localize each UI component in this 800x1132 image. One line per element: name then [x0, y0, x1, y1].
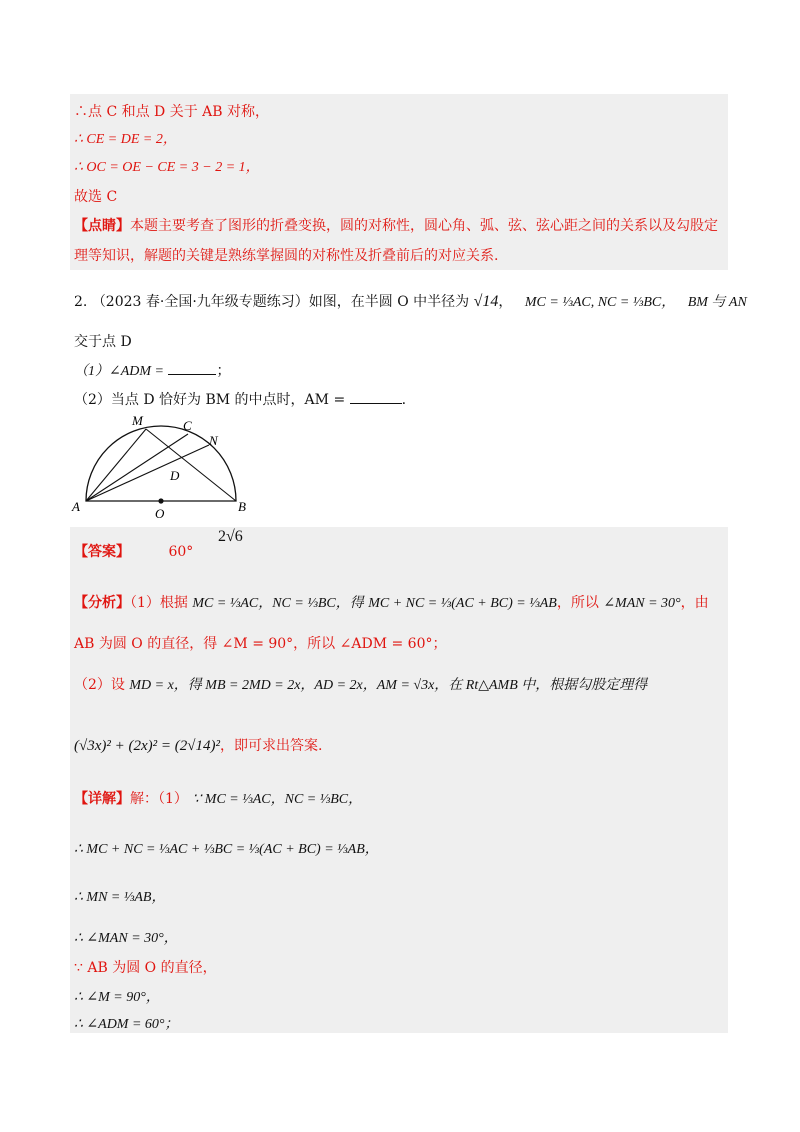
analysis-line-3 [74, 674, 647, 694]
analysis-line-1 [74, 592, 709, 612]
question-2-stem-cont: 交于点 D [74, 334, 132, 350]
comment-line-2: 理等知识，解题的关键是熟练掌握圆的对称性及折叠前后的对应关系. [74, 248, 499, 264]
detail-line-1 [74, 788, 362, 808]
chord-AN [86, 445, 209, 501]
arc-condition: MC = ⅓AC, NC = ⅓BC， [524, 295, 676, 310]
analysis-eq-3: ∠MAN = 30° [603, 596, 681, 611]
analysis-1-end: ，由 [680, 595, 709, 611]
label-N: N [209, 433, 218, 448]
sub-question-1-end: ； [216, 363, 231, 379]
detail-line-3: ∴ MN = ⅓AB， [74, 890, 166, 905]
analysis-1-pre: （1）根据 [130, 595, 188, 611]
question-2-stem: 2. （2023 春·全国·九年级专题练习）如图，在半圆 O 中半径为 √14， MC = ⅓AC, NC = ⅓BC， BM 与 AN [74, 293, 747, 310]
label-D: D [170, 468, 180, 483]
center-O-point [158, 498, 163, 503]
sub-question-2-text: （2）当点 D 恰好为 BM 的中点时，AM = [74, 392, 346, 408]
analysis-3-pre: （2）设 [74, 677, 125, 693]
detail-line-7: ∴ ∠ADM = 60°； [74, 1017, 179, 1032]
prev-line-3: ∴ OC = OE − CE = 3 − 2 = 1， [74, 160, 260, 175]
comment-line-1 [74, 215, 718, 235]
answer-blank-2[interactable] [350, 403, 402, 404]
detail-eq-1: ∵ MC = ⅓AC，NC = ⅓BC， [192, 792, 363, 807]
question-stem-1: 如图，在半圆 O 中半径为 [308, 294, 470, 310]
label-B: B [238, 499, 246, 514]
semicircle-figure [66, 408, 266, 523]
detail-line-5: ∵ AB 为圆 O 的直径， [74, 960, 217, 976]
detail-1-pre: 解：（1） [130, 791, 188, 807]
answer-value-1: 60° [168, 544, 194, 560]
sub-question-2 [74, 389, 406, 409]
question-source: （2023 春·全国·九年级专题练习） [91, 294, 309, 310]
sub-question-1 [74, 360, 230, 380]
label-M: M [132, 413, 143, 428]
comment-label: 【点睛】 [74, 218, 130, 234]
analysis-eq-4: MD = x，得 MB = 2MD = 2x，AD = 2x，AM = √3x，在 Rt△AMB 中，根据勾股定理得 [129, 678, 648, 693]
label-O: O [155, 506, 165, 521]
detail-line-2: ∴ MC + NC = ⅓AC + ⅓BC = ⅓(AC + BC) = ⅓AB， [74, 842, 379, 857]
detail-label: 【详解】 [74, 791, 130, 807]
label-A: A [72, 499, 80, 514]
prev-line-4: 故选 C [74, 189, 118, 205]
answer-label: 【答案】 [74, 544, 130, 560]
sub-question-1-text: （1）∠ADM = [74, 364, 165, 379]
question-number: 2. [74, 294, 88, 310]
analysis-line-4 [74, 735, 322, 755]
question-stem-2: BM 与 AN [687, 295, 747, 310]
analysis-4-end: ，即可求出答案. [220, 738, 323, 754]
analysis-eq-5: (√3x)² + (2x)² = (2√14)² [74, 738, 220, 754]
analysis-eq-1: MC = ⅓AC，NC = ⅓BC，得 [192, 596, 364, 611]
answer-value-2: 2√6 [218, 528, 243, 545]
comment-text-1: 本题主要考查了图形的折叠变换，圆的对称性，圆心角、弧、弦、弦心距之间的关系以及勾股定 [130, 218, 718, 234]
prev-line-1: ∴点 C 和点 D 关于 AB 对称， [74, 104, 270, 120]
label-C: C [183, 418, 192, 433]
analysis-eq-2: MC + NC = ⅓(AC + BC) = ⅓AB [368, 596, 557, 611]
radius-value: √14 [473, 293, 499, 310]
answer-line [74, 541, 193, 561]
analysis-line-2: AB 为圆 O 的直径，得 ∠M = 90°，所以 ∠ADM = 60°； [74, 636, 447, 652]
prev-line-2: ∴ CE = DE = 2， [74, 132, 177, 147]
detail-line-6: ∴ ∠M = 90°， [74, 990, 160, 1005]
sub-question-2-end: . [401, 392, 407, 408]
detail-line-4: ∴ ∠MAN = 30°， [74, 931, 178, 946]
analysis-1-mid: ，所以 [556, 595, 599, 611]
answer-blank-1[interactable] [168, 374, 216, 375]
analysis-label: 【分析】 [74, 595, 130, 611]
chord-MB [146, 429, 236, 501]
